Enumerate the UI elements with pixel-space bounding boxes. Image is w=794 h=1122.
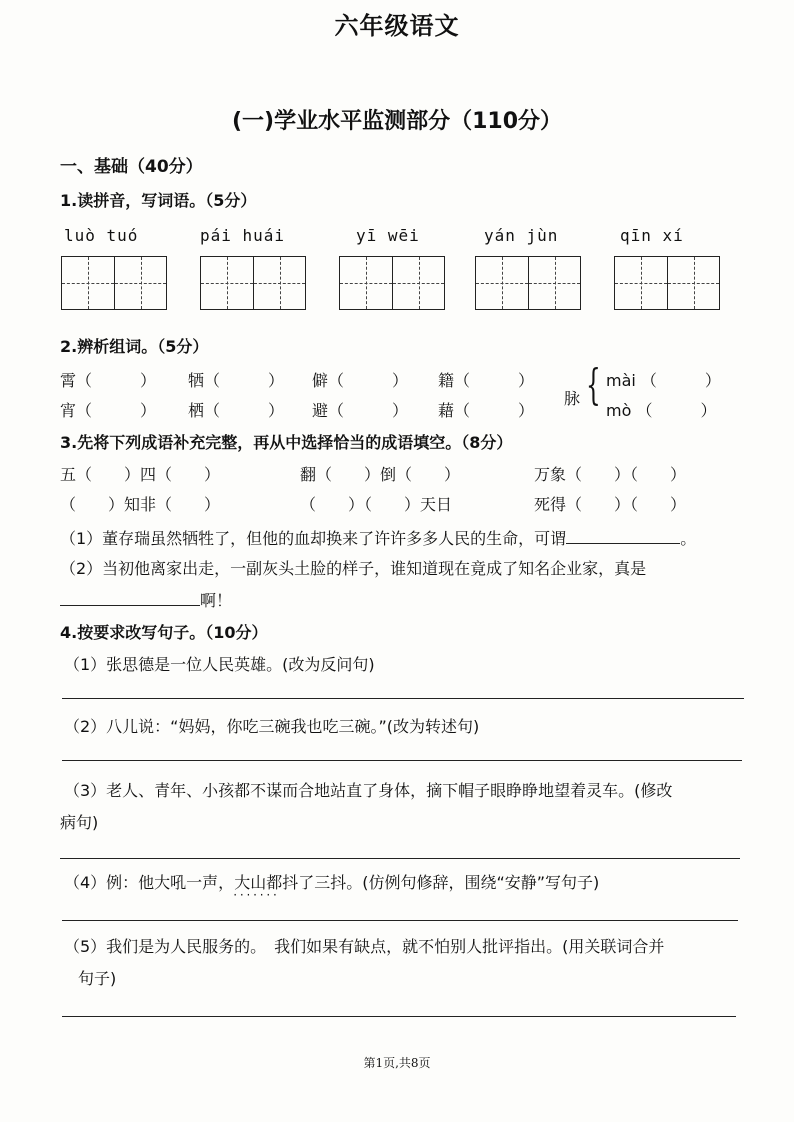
q4-sentence-3a: （3）老人、青年、小孩都不谋而合地站直了身体，摘下帽子眼睁睁地望着灵车。(修改 (64, 781, 673, 800)
q4-answer-line-5[interactable] (62, 1016, 736, 1017)
q1-pinyin-3: yī wēi (356, 226, 420, 245)
q2-mai-reading1: mài （ ） (606, 371, 721, 390)
q4-sentence-5a: （5）我们是为人民服务的。 我们如果有缺点，就不怕别人批评指出。(用关联词合并 (64, 937, 665, 956)
q2-item-qi: 栖（ ） (188, 401, 285, 420)
q1-writing-box-3[interactable] (339, 256, 445, 310)
q4-answer-line-3[interactable] (60, 858, 740, 859)
q3-idiom-6: 死得（ ）（ ） (534, 495, 687, 514)
q3-sentence-1: （1）董存瑞虽然牺牲了，但他的血却换来了许许多多人民的生命，可谓 。 (60, 529, 697, 548)
brace-icon: { (586, 360, 601, 409)
q2-item-xiao1: 霄（ ） (60, 371, 157, 390)
emphasis-dotted-phrase: 大山都抖了三抖 · · · (234, 870, 346, 893)
q3-idiom-5: （ ）（ ）天日 (300, 495, 453, 514)
q1-pinyin-1: luò tuó (64, 226, 139, 245)
q3-idiom-3: 万象（ ）（ ） (534, 465, 687, 484)
q3-blank-1[interactable] (566, 543, 680, 544)
q4-title: 4.按要求改写句子。（10分） (60, 623, 268, 642)
q4-answer-line-2[interactable] (62, 760, 742, 761)
q3-sentence-2-end: 啊！ (60, 588, 232, 611)
q2-mai-reading2: mò （ ） (606, 401, 717, 420)
q1-pinyin-5: qīn xí (620, 226, 684, 245)
q4-sentence-1: （1）张思德是一位人民英雄。(改为反问句) (64, 655, 375, 674)
q3-blank-2[interactable] (60, 605, 200, 606)
q3-idiom-2: 翻（ ）倒（ ） (300, 465, 461, 484)
q3-idiom-1: 五（ ）四（ ） (60, 465, 221, 484)
section-title: (一)学业水平监测部分（110分） (231, 109, 563, 134)
q1-pinyin-4: yán jùn (484, 226, 559, 245)
q3-sentence-2: （2）当初他离家出走，一副灰头土脸的样子，谁知道现在竟成了知名企业家，真是 (60, 559, 647, 578)
q2-item-ji: 籍（ ） (438, 371, 535, 390)
q3-idiom-4: （ ）知非（ ） (60, 495, 221, 514)
q3-title: 3.先将下列成语补充完整，再从中选择恰当的成语填空。（8分） (60, 433, 513, 452)
q4-answer-line-1[interactable] (62, 698, 744, 699)
q1-pinyin-2: pái huái (200, 226, 286, 245)
q2-mai-char: 脉 (564, 389, 581, 408)
q4-sentence-2: （2）八儿说：“妈妈，你吃三碗我也吃三碗。”(改为转述句) (64, 717, 480, 736)
q2-item-xi1: 牺（ ） (188, 371, 285, 390)
q2-item-xiao2: 宵（ ） (60, 401, 157, 420)
q4-sentence-3b: 病句) (60, 813, 99, 832)
q2-item-bi: 避（ ） (312, 401, 409, 420)
q1-writing-box-5[interactable] (614, 256, 720, 310)
document-title: 六年级语文 (334, 12, 460, 40)
q1-writing-box-2[interactable] (200, 256, 306, 310)
q4-sentence-5b: 句子) (78, 969, 117, 988)
q1-writing-box-1[interactable] (61, 256, 167, 310)
q1-title: 1.读拼音，写词语。（5分） (60, 191, 257, 210)
q4-answer-line-4[interactable] (62, 920, 738, 921)
part1-heading: 一、基础（40分） (60, 157, 203, 177)
q4-sentence-4: （4）例：他大吼一声，大山都抖了三抖 · · ·。(仿例句修辞，围绕“安静”写句子) (64, 870, 599, 893)
q2-title: 2.辨析组词。（5分） (60, 337, 209, 356)
q2-item-jie: 藉（ ） (438, 401, 535, 420)
q2-item-pi: 僻（ ） (312, 371, 409, 390)
page-footer: 第1页,共8页 (363, 1056, 431, 1070)
q1-writing-box-4[interactable] (475, 256, 581, 310)
